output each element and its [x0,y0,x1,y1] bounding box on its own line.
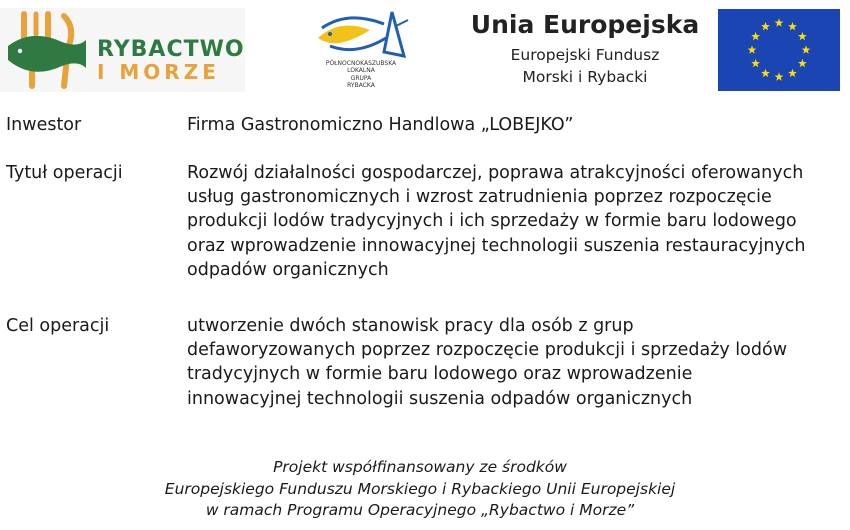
operation-title-value [187,161,837,282]
operation-goal-line: innowacyjnej technologii suszenia odpadów organicznych [187,388,693,409]
lgr-name [300,60,422,90]
operation-title-line: oraz wprowadzenie innowacyjnej technologii suszenia restauracyjnych [187,235,806,256]
operation-goal-line: defaworyzowanych poprzez rozpoczęcie produkcji i sprzedaży lodów [187,340,788,361]
eu-subtitle-line: Europejski Fundusz [510,46,660,64]
eu-stars-icon [718,9,840,91]
investor-line: Firma Gastronomiczno Handlowa „LOBEJKO” [187,115,574,135]
operation-title-line: usług gastronomicznych i wzrost zatrudnienia poprzez rozpoczęcie [187,187,772,208]
footer-line: w ramach Programu Operacyjnego „Rybactwo i Morze” [205,501,635,519]
lgr-logo [300,8,422,92]
eu-star-icon [798,32,807,40]
cofinancing-footer [0,457,840,522]
eu-text-block [470,10,700,88]
lgr-line: GRUPA [350,74,372,82]
eu-star-icon [761,22,770,30]
eu-star-icon [798,59,807,67]
footer-line: Europejskiego Funduszu Morskiego i Rybackiego Unii Europejskiej [164,479,676,498]
footer-line: Projekt współfinansowany ze środków [273,458,567,476]
operation-title-line: Rozwój działalności gospodarczej, poprawa atrakcyjności oferowanych [187,163,804,183]
eu-subtitle [470,44,700,88]
investor-label: Inwestor [6,115,82,135]
eu-star-icon [802,45,811,53]
logo-text-i-morze: I MORZE [97,60,220,84]
lgr-line: LOKALNA [347,67,375,75]
operation-title-line: produkcji lodów tradycyjnych i ich sprzedaży w formie baru lodowego [187,211,797,232]
investor-value [187,113,837,137]
operation-title-label: Tytuł operacji [6,163,123,183]
fish-fork-icon [2,8,94,92]
eu-star-icon [775,18,784,26]
eu-subtitle-line: Morski i Rybacki [522,68,648,86]
operation-title-line: odpadów organicznych [187,259,389,280]
eu-star-icon [761,69,770,77]
operation-goal-value [187,314,837,411]
operation-goal-line: utworzenie dwóch stanowisk pracy dla osób z grup [187,316,634,336]
eu-star-icon [788,69,797,77]
operation-goal-line: tradycyjnych w formie baru lodowego oraz wprowadzenie [187,364,693,385]
operation-goal-label: Cel operacji [6,316,110,336]
eu-star-icon [748,45,757,53]
eu-star-icon [751,59,760,67]
lgr-line: PÓŁNOCNOKASZUBSKA [325,60,397,67]
fish-sail-icon [300,8,422,62]
eu-title: Unia Europejska [470,10,700,39]
eu-flag [718,9,840,91]
rybactwo-i-morze-logo [0,8,245,92]
eu-star-icon [788,22,797,30]
logo-text-rybactwo: RYBACTWO [97,37,245,62]
eu-star-icon [751,32,760,40]
eu-star-icon [775,72,784,80]
lgr-line: RYBACKA [347,82,375,90]
